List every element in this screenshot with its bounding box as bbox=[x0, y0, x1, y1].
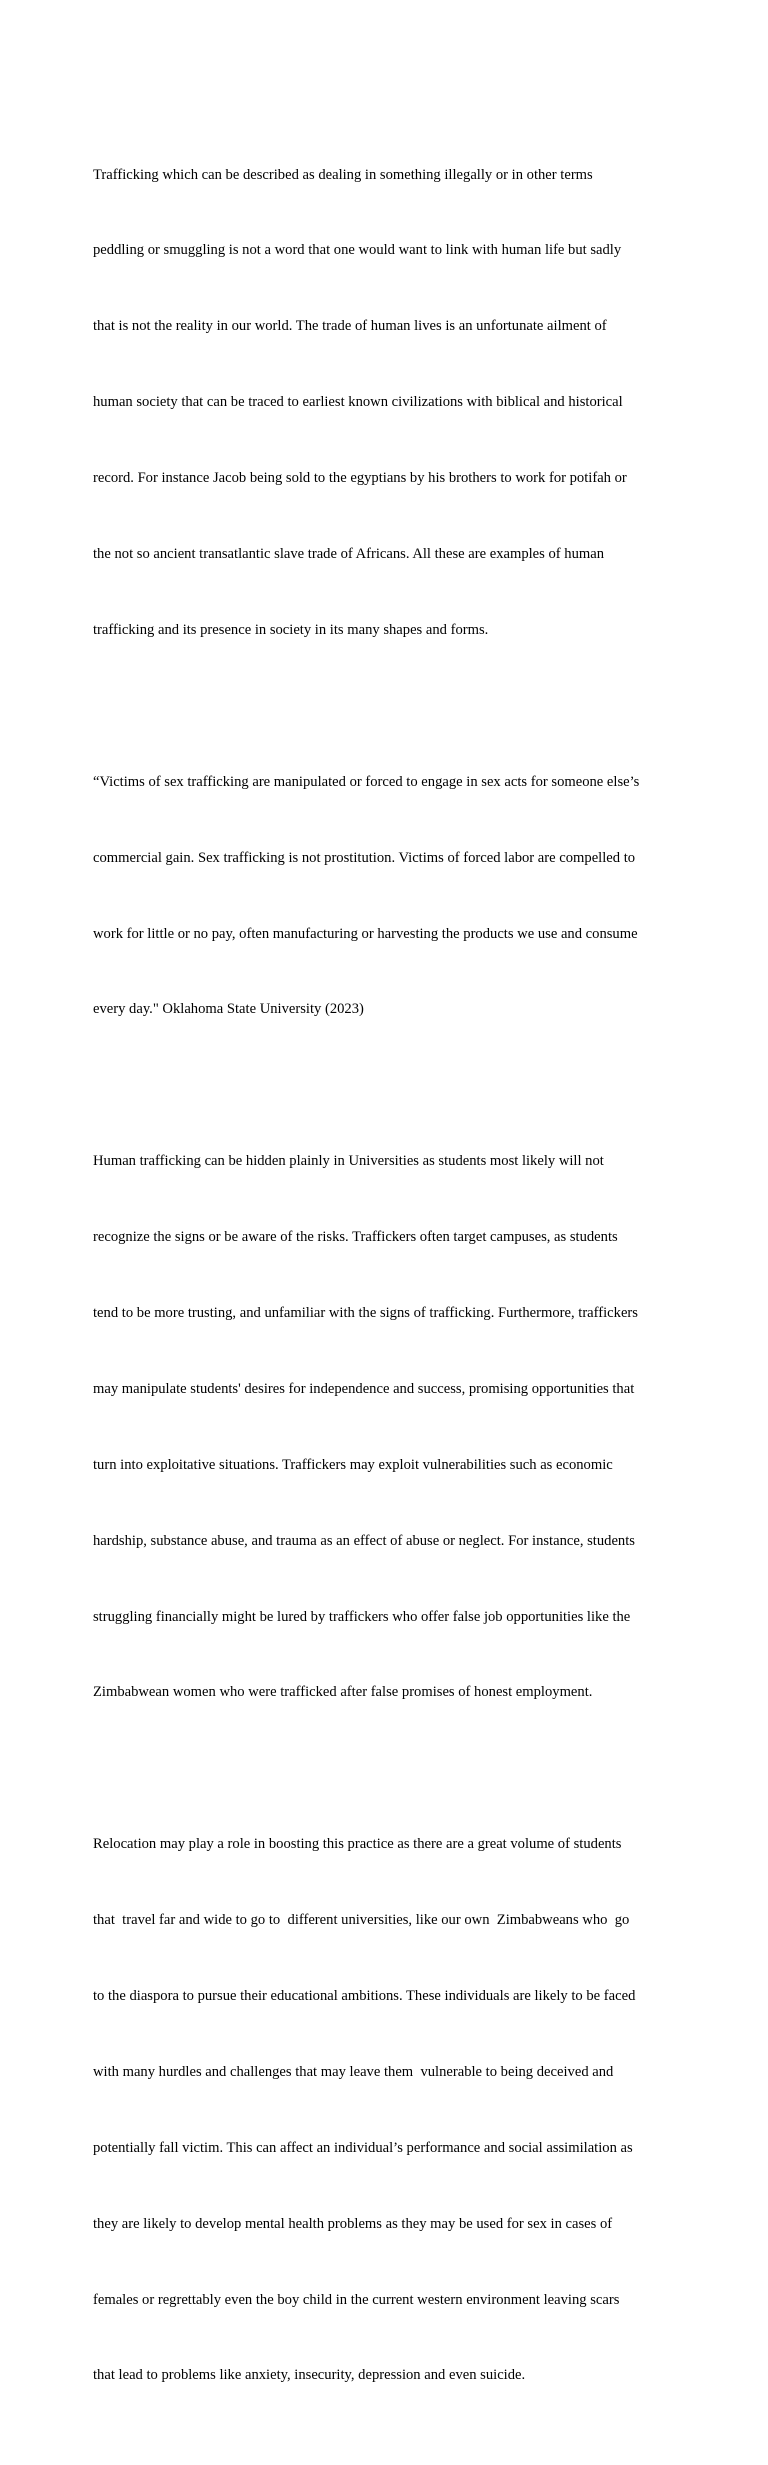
text-line: Relocation may play a role in boosting this practice as there are a great volume of students bbox=[93, 1836, 622, 1853]
text-line: they are likely to develop mental health problems as they may be used for sex in cases of bbox=[93, 2215, 613, 2232]
text-line: every day." Oklahoma State University (2023) bbox=[93, 1001, 364, 1018]
text-line: Zimbabwean women who were trafficked after false promises of honest employment. bbox=[93, 1684, 593, 1701]
text-line: to the diaspora to pursue their educational ambitions. These individuals are likely to be faced bbox=[93, 1987, 636, 2004]
text-line: human society that can be traced to earliest known civilizations with biblical and historical bbox=[93, 394, 623, 411]
paragraph-universities bbox=[93, 1099, 693, 1757]
text-line: Human trafficking can be hidden plainly in Universities as students most likely will not bbox=[93, 1153, 604, 1170]
paragraph-intro bbox=[93, 112, 693, 694]
text-line: record. For instance Jacob being sold to the egyptians by his brothers to work for potifah or bbox=[93, 470, 627, 487]
text-line: turn into exploitative situations. Traffickers may exploit vulnerabilities such as economic bbox=[93, 1456, 613, 1473]
text-line: that lead to problems like anxiety, insecurity, depression and even suicide. bbox=[93, 2367, 526, 2384]
text-line: hardship, substance abuse, and trauma as an effect of abuse or neglect. For instance, students bbox=[93, 1532, 635, 1549]
text-line: with many hurdles and challenges that may leave them vulnerable to being deceived and bbox=[93, 2063, 614, 2080]
text-line: that travel far and wide to go to different universities, like our own Zimbabweans who go bbox=[93, 1912, 630, 1929]
text-line: work for little or no pay, often manufacturing or harvesting the products we use and consume bbox=[93, 925, 638, 942]
text-line: that is not the reality in our world. The trade of human lives is an unfortunate ailment of bbox=[93, 318, 607, 335]
text-line: the not so ancient transatlantic slave trade of Africans. All these are examples of human bbox=[93, 546, 605, 563]
text-line: potentially fall victim. This can affect an individual’s performance and social assimilation as bbox=[93, 2139, 633, 2156]
text-line: trafficking and its presence in society in its many shapes and forms. bbox=[93, 621, 489, 638]
paragraph-quote bbox=[93, 719, 693, 1073]
paragraph-relocation bbox=[93, 1782, 693, 2440]
text-line: Trafficking which can be described as dealing in something illegally or in other terms bbox=[93, 166, 593, 183]
text-line: peddling or smuggling is not a word that one would want to link with human life but sadly bbox=[93, 242, 622, 259]
document-body bbox=[93, 112, 693, 2465]
text-line: females or regrettably even the boy child in the current western environment leaving scars bbox=[93, 2291, 620, 2308]
text-line: “Victims of sex trafficking are manipulated or forced to engage in sex acts for someone else’s bbox=[93, 773, 640, 790]
text-line: struggling financially might be lured by traffickers who offer false job opportunities like the bbox=[93, 1608, 631, 1625]
text-line: recognize the signs or be aware of the risks. Traffickers often target campuses, as students bbox=[93, 1229, 618, 1246]
text-line: commercial gain. Sex trafficking is not prostitution. Victims of forced labor are compelled to bbox=[93, 849, 636, 866]
text-line: tend to be more trusting, and unfamiliar with the signs of trafficking. Furthermore, traffickers bbox=[93, 1304, 638, 1321]
text-line: may manipulate students' desires for independence and success, promising opportunities that bbox=[93, 1380, 635, 1397]
